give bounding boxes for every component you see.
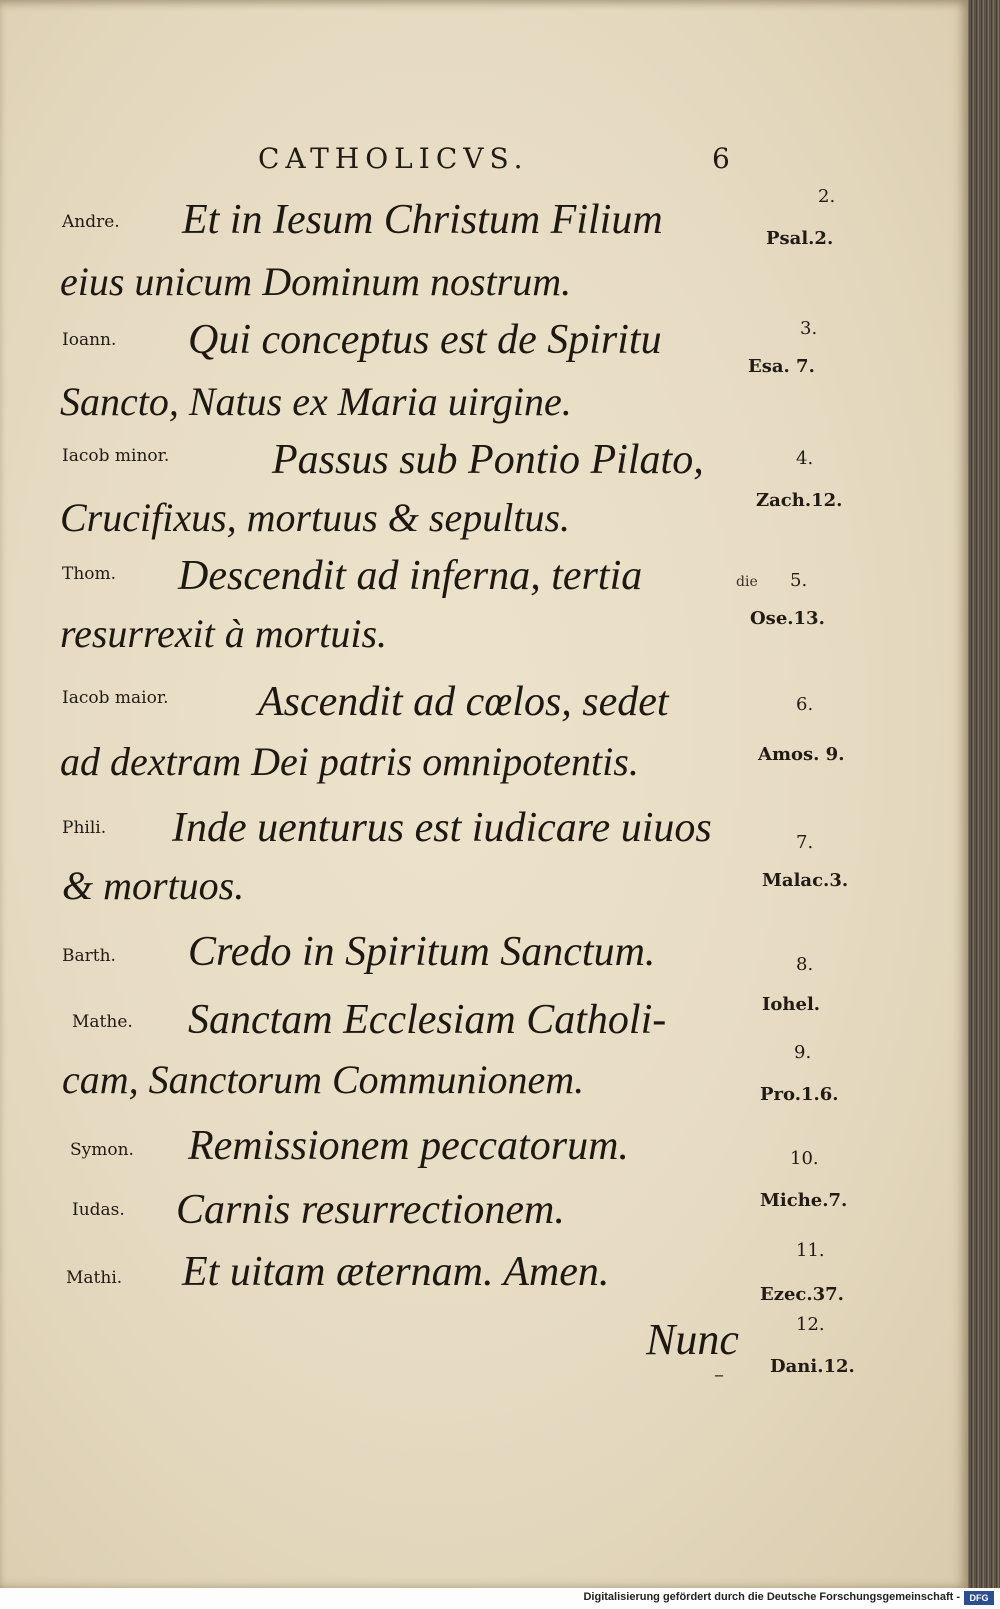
scripture-ref: Malac.3. <box>762 870 849 891</box>
creed-line: Ascendit ad cœlos, sedet <box>258 679 669 725</box>
article-number: 12. <box>796 1314 825 1335</box>
creed-line: Crucifixus, mortuus & sepultus. <box>60 495 571 540</box>
apostle-label: Barth. <box>62 946 116 966</box>
creed-line: Et uitam æternam. Amen. <box>182 1249 610 1295</box>
scripture-ref: Psal.2. <box>766 228 834 249</box>
creed-line: & mortuos. <box>62 863 245 908</box>
article-number: 9. <box>794 1042 812 1063</box>
creed-line: Passus sub Pontio Pilato, <box>272 437 704 483</box>
article-number: 4. <box>796 448 814 469</box>
apostle-label: Iacob minor. <box>62 446 170 466</box>
creed-line: Credo in Spiritum Sanctum. <box>188 929 656 975</box>
creed-line: Inde uenturus est iudicare uiuos <box>172 805 712 851</box>
creed-line: Sancto, Natus ex Maria uirgine. <box>60 379 572 424</box>
creed-line: Descendit ad inferna, tertia <box>178 553 643 599</box>
dfg-logo: DFG <box>964 1591 994 1605</box>
scripture-ref: Ose.13. <box>750 608 825 629</box>
scripture-ref: Miche.7. <box>760 1190 848 1211</box>
scripture-ref: Dani.12. <box>770 1356 855 1377</box>
scripture-ref: Zach.12. <box>756 490 843 511</box>
creed-line: Et in Iesum Christum Filium <box>182 197 663 243</box>
article-number: 6. <box>796 694 814 715</box>
catchword: Nunc <box>646 1315 739 1364</box>
scripture-ref: Esa. 7. <box>748 356 815 377</box>
scripture-ref: Amos. 9. <box>758 744 845 765</box>
scripture-ref: Pro.1.6. <box>760 1084 839 1105</box>
scripture-ref: Ezec.37. <box>760 1284 844 1305</box>
apostle-label: Symon. <box>70 1140 134 1160</box>
apostle-label: Andre. <box>62 212 120 232</box>
apostle-label: Mathi. <box>66 1268 123 1288</box>
creed-line: resurrexit à mortuis. <box>60 611 388 656</box>
article-number: 11. <box>796 1240 825 1261</box>
apostle-label: Thom. <box>62 564 117 584</box>
creed-line: Remissionem peccatorum. <box>188 1123 629 1169</box>
article-number: 8. <box>796 954 814 975</box>
apostle-label: Iacob maior. <box>62 688 169 708</box>
running-head: CATHOLICVS. <box>258 142 529 175</box>
creed-line: Qui conceptus est de Spiritu <box>188 317 662 363</box>
page-number: 6 <box>712 142 730 175</box>
dash-mark: – <box>714 1362 724 1386</box>
margin-note: die <box>736 574 758 590</box>
apostle-label: Mathe. <box>72 1012 133 1032</box>
creed-line: ad dextram Dei patris omnipotentis. <box>60 739 639 784</box>
creed-line: cam, Sanctorum Communionem. <box>62 1057 585 1102</box>
article-number: 10. <box>790 1148 819 1169</box>
article-number: 7. <box>796 832 814 853</box>
creed-line: Sanctam Ecclesiam Catholi- <box>188 997 667 1043</box>
apostle-label: Iudas. <box>72 1200 125 1220</box>
apostle-label: Phili. <box>62 818 107 838</box>
apostle-label: Ioann. <box>62 330 117 350</box>
creed-line: Carnis resurrectionem. <box>176 1187 565 1233</box>
article-number: 3. <box>800 318 818 339</box>
article-number: 2. <box>818 186 836 207</box>
scripture-ref: Iohel. <box>762 994 821 1015</box>
creed-line: eius unicum Dominum nostrum. <box>60 259 572 304</box>
article-number: 5. <box>790 570 808 591</box>
digitization-credit: Digitalisierung gefördert durch die Deutsche Forschungsgemeinschaft - <box>583 1591 960 1603</box>
